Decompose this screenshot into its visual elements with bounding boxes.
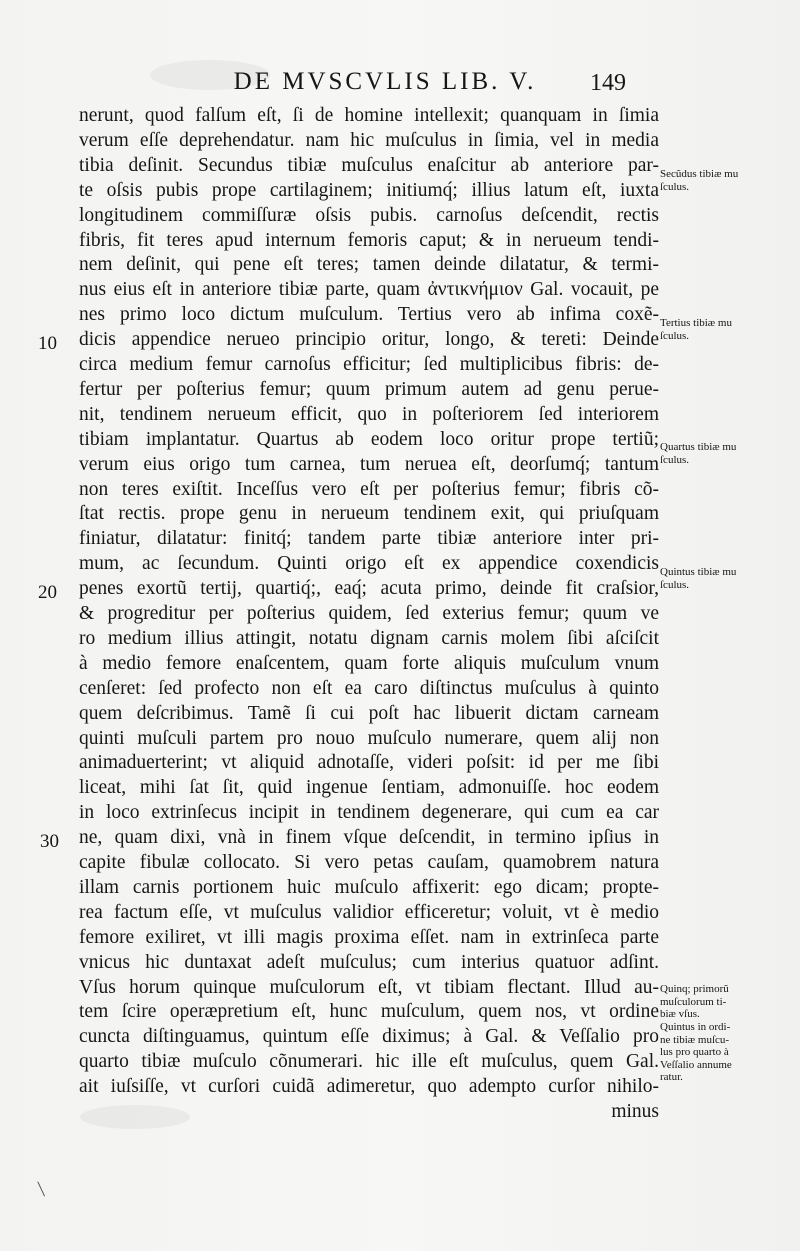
note-line: ne tibiæ muſcu- (660, 1033, 730, 1046)
marginal-note-quartus (660, 441, 795, 466)
running-title: DE MVSCVLIS LIB. V. (233, 68, 537, 95)
body-line: ſtat rectis. prope genu in nerueum tendinem exit, qui priuſquam (79, 503, 659, 525)
body-line: tibia deſinit. Secundus tibiæ muſculus enaſcitur ab anteriore par- (79, 154, 659, 176)
body-line: fibris, fit teres apud internum femoris caput; & in nerueum tendi- (79, 229, 659, 251)
note-line: Secũdus tibiæ mu (660, 168, 739, 180)
body-line: te oſsis pubis prope cartilaginem; initiumq́; illius latum eſt, iuxta (79, 179, 659, 201)
body-line: nit, tendinem nerueum efficit, quo in poſteriorem ſed interiorem (79, 403, 659, 425)
note-line: ſculus. (660, 180, 690, 193)
body-line: Vſus horum quinque muſculorum eſt, vt tibiam flectant. Illud au- (79, 976, 659, 998)
body-line: illam carnis portionem huic muſculo affixerit: ego dicam; propte- (79, 876, 659, 898)
body-line: ro medium illius attingit, notatu dignam carnis molem ſibi aſciſcit (79, 627, 659, 649)
line-number-10: 10 (38, 333, 57, 354)
body-line: cuncta diſtinguamus, quintum eſſe diximus; à Gal. & Veſſalio pro (79, 1026, 659, 1048)
note-line: ſculus. (660, 453, 690, 466)
note-line: muſculorum ti- (660, 995, 727, 1008)
body-line: penes exortũ tertij, quartiq́;, eaq́; acuta primo, deinde fit craſsior, (79, 578, 659, 600)
body-line: liceat, mihi ſat ſit, quid ingenue ſentiam, admonuiſſe. hoc eodem (79, 777, 659, 799)
note-line: ſculus. (660, 329, 690, 342)
body-line: mum, ac ſecundum. Quinti origo eſt ex appendice coxendicis (79, 553, 659, 575)
note-line: ratur. (660, 1071, 683, 1083)
body-line: fertur per poſterius femur; quum primum autem ad genu perue- (79, 378, 659, 400)
note-line: Veſſalio annume (660, 1058, 732, 1071)
note-line: Quartus tibiæ mu (660, 441, 737, 453)
body-line: verum eſſe deprehendatur. nam hic muſculus in ſimia, vel in media (79, 129, 659, 151)
note-line: lus pro quarto à (660, 1046, 729, 1058)
body-line: quarto tibiæ muſculo cõnumerari. hic ille eſt muſculus, quem Gal. (79, 1051, 659, 1073)
body-line: circa medium femur carnoſus efficitur; ſed multiplicibus fibris: de- (79, 354, 659, 375)
note-line: Quinq; primorũ (660, 983, 729, 995)
body-line: tem ſcire operæpretium eſt, hunc muſculum, quem nos, vt ordine (79, 1001, 659, 1023)
body-line: non teres exiſtit. Inceſſus vero eſt per poſterius femur; fibris cõ- (79, 478, 659, 500)
marginal-note-usus (660, 983, 795, 1021)
line-number-20: 20 (38, 582, 57, 603)
note-line: ſculus. (660, 578, 690, 591)
body-line: in loco extrinſecus incipit in tendinem degenerare, qui cum ea car (79, 802, 659, 824)
body-line: ne, quam dixi, vnà in finem vſque deſcendit, in termino ipſius in (79, 827, 659, 849)
body-line: tibiam implantatur. Quartus ab eodem loco oritur prope tertiũ; (79, 428, 659, 450)
note-line: Tertius tibiæ mu (660, 317, 732, 329)
body-line: nem deſinit, qui pene eſt teres; tamen deinde dilatatur, & termi- (79, 254, 659, 276)
body-line: quem deſcribimus. Tamẽ ſi cui poſt hac libuerit dictam carneam (79, 702, 659, 724)
note-line: Quintus tibiæ mu (660, 566, 737, 578)
marginal-note-vessalio (660, 1021, 795, 1084)
marginal-note-tertius (660, 317, 795, 342)
note-line: Quintus in ordi- (660, 1021, 731, 1033)
body-line: nes primo loco dictum muſculum. Tertius vero ab infima coxẽ- (79, 304, 659, 326)
body-line: nerunt, quod falſum eſt, ſi de homine intellexit; quanquam in ſimia (79, 105, 659, 126)
line-number-30: 30 (40, 831, 59, 852)
body-line: femore exiliret, vt illi magis proxima eſſet. nam in extrinſeca parte (79, 926, 659, 948)
body-line: nus eius eſt in anteriore tibiæ parte, quam ἀντικνήμιον Gal. vocauit, pe (79, 279, 659, 301)
page-number: 149 (590, 70, 626, 96)
body-line: verum eius origo tum carnea, tum neruea eſt, deorſumq́; tantum (79, 453, 659, 475)
body-line: quinti muſculi partem pro nouo muſculo numerare, quem alij non (79, 727, 659, 749)
body-line: cenſeret: ſed profecto non eſt ea caro diſtinctus muſculus à quinto (79, 677, 659, 699)
body-line: vnicus hic duntaxat adeſt muſculus; cum interius quatuor adſint. (79, 951, 659, 973)
body-line: finiatur, dilatatur: finitq́; tandem parte tibiæ anteriore inter pri- (79, 528, 659, 550)
body-line: rea factum eſſe, vt muſculus validior efficeretur; voluit, vt è medio (79, 901, 659, 923)
body-line: minus (611, 1101, 659, 1122)
body-line: à medio femore enaſcentem, quam forte aliquis muſculum vnum (79, 652, 659, 674)
marginal-note-quintus (660, 566, 795, 591)
marginal-note-secundus (660, 168, 795, 193)
body-line: animaduerterint; vt aliquid adnotaſſe, videri poſsit: id per me ſibi (79, 752, 659, 774)
body-line: longitudinem commiſſuræ oſsis pubis. carnoſus deſcendit, rectis (79, 204, 659, 226)
body-line: capite fibulæ collocato. Si vero petas cauſam, quamobrem natura (79, 852, 659, 873)
note-line: biæ vſus. (660, 1008, 700, 1020)
body-line: & progreditur per poſterius quidem, ſed exterius femur; quum ve (79, 603, 659, 624)
margin-mark (37, 1176, 57, 1197)
body-line: ait iuſsiſſe, vt curſori cuidã adimeretur, quo adempto curſor nihilo- (79, 1076, 659, 1098)
body-line: dicis appendice nerueo principio oritur, longo, & tereti: Deinde (79, 329, 659, 351)
